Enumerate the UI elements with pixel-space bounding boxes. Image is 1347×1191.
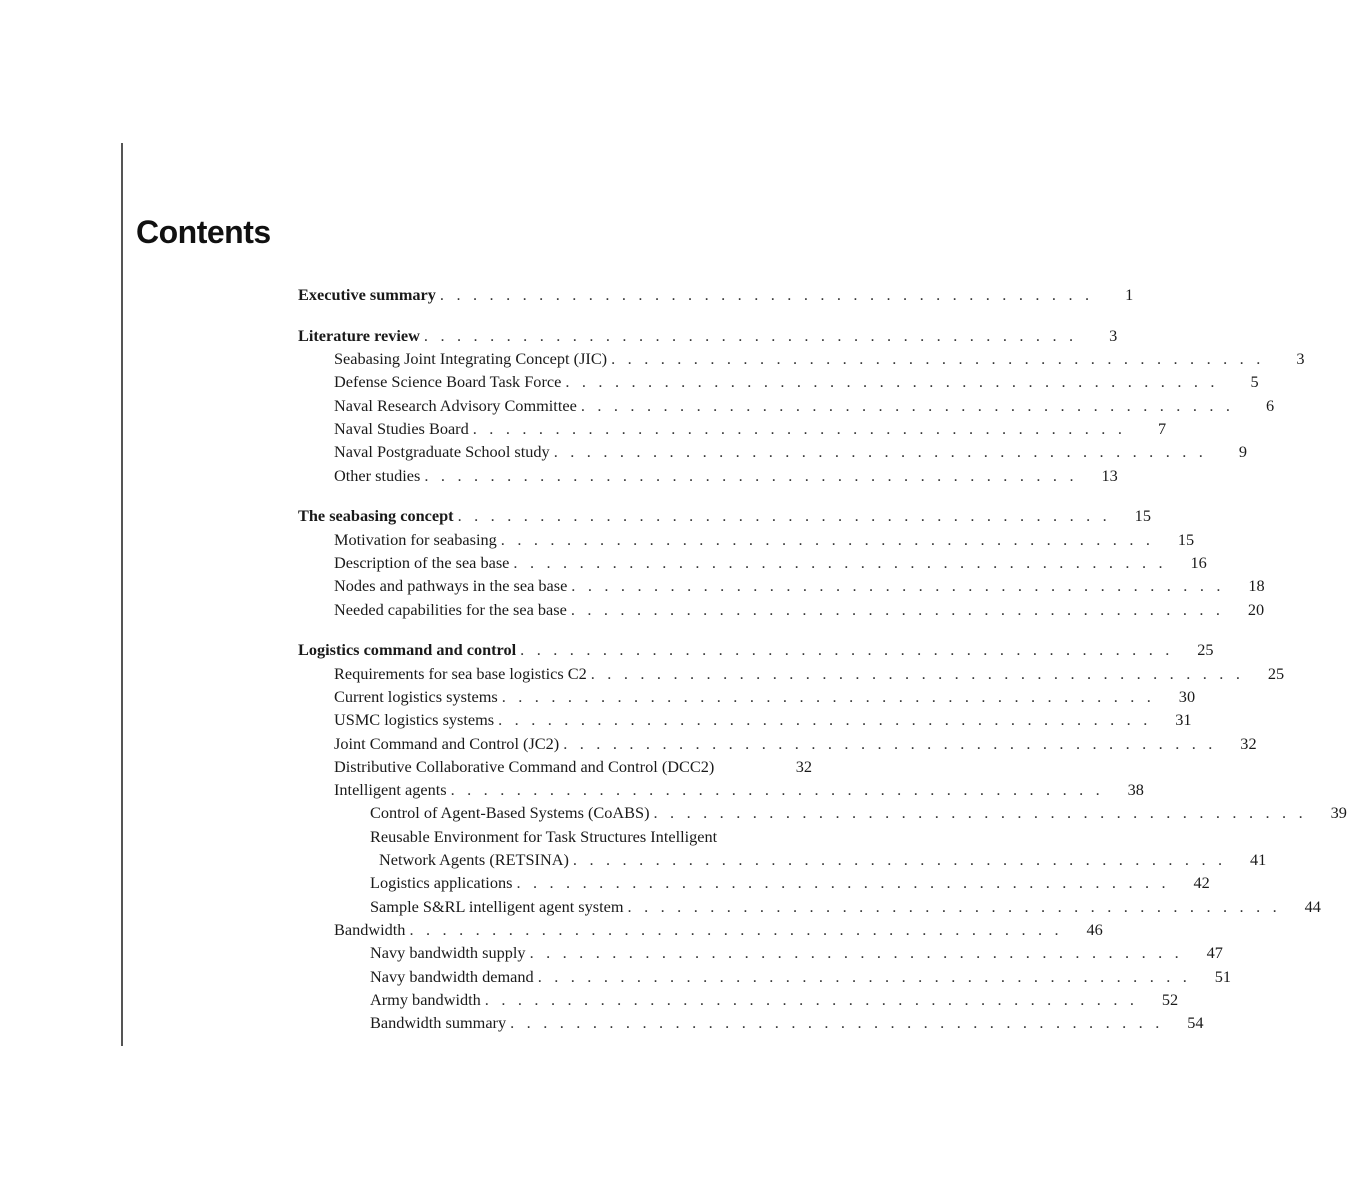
toc-entry[interactable] xyxy=(298,848,1267,871)
toc-entry-title: Army bandwidth xyxy=(370,989,481,1009)
toc-entry-title: Description of the sea base xyxy=(334,552,510,572)
leader-dots: . . . . . . . . . . . . . . . . . . . . . . . . . . . . . . . . . . . . . . . . xyxy=(537,966,1192,986)
toc-page-number: 54 xyxy=(1187,1013,1204,1033)
toc-entry[interactable] xyxy=(298,638,1214,661)
toc-page-number: 30 xyxy=(1178,686,1196,706)
toc-entry[interactable] xyxy=(298,528,1195,551)
toc-page-number: 3 xyxy=(1109,325,1118,345)
leader-dots: . . . . . . . . . . . . . . . . . . . . . . . . . . . . . . . . . . . . . . . . xyxy=(572,850,1227,870)
toc-entry[interactable] xyxy=(298,732,1257,755)
toc-entry[interactable] xyxy=(298,394,1275,417)
leader-dots: . . . . . . . . . . . . . . . . . . . . . . . . . . . . . . . . . . . . . . . . xyxy=(450,780,1104,800)
toc-entry[interactable] xyxy=(298,662,1285,685)
toc-entry-title: Logistics command and control xyxy=(298,640,517,660)
leader-dots: . . . . . . . . . . . . . . . . . . . . . . . . . . . . . . . . . . . . . . . . xyxy=(484,989,1139,1009)
toc-entry-title-line[interactable]: Reusable Environment for Task Structures Intelligent xyxy=(370,826,718,846)
toc-entry-title: Sample S&RL intelligent agent system xyxy=(370,896,624,916)
toc-page-number: 31 xyxy=(1175,710,1192,730)
toc-page-number: 32 xyxy=(1240,733,1257,753)
toc-entry-title: Needed capabilities for the sea base xyxy=(334,599,567,619)
leader-dots: . . . . . . . . . . . . . . . . . . . . . . . . . . . . . . . . . . . . . . . . xyxy=(563,733,1217,753)
toc-entry[interactable] xyxy=(298,755,812,778)
toc-page-number: 25 xyxy=(1267,663,1285,683)
table-of-contents xyxy=(298,283,1347,1034)
leader-dots: . . . . . . . . . . . . . . . . . . . . . . . . . . . . . . . . . . . . . . . . xyxy=(520,640,1174,660)
leader-dots: . . . . . . . . . . . . . . . . . . . . . . . . . . . . . . . . . . . . . . . . xyxy=(529,943,1183,963)
toc-entry[interactable] xyxy=(298,941,1223,964)
toc-page-number: 38 xyxy=(1127,780,1144,800)
toc-entry-title: Requirements for sea base logistics C2 xyxy=(334,663,587,683)
leader-dots: . . . . . . . . . . . . . . . . . . . . . . . . . . . . . . . . . . . . . . . . xyxy=(501,686,1156,706)
toc-entry-title: Literature review xyxy=(298,325,420,345)
toc-entry-title: The seabasing concept xyxy=(298,506,454,526)
toc-entry-title: Joint Command and Control (JC2) xyxy=(334,733,560,753)
toc-entry-title: Bandwidth xyxy=(334,919,406,939)
toc-entry[interactable] xyxy=(298,370,1259,393)
toc-entry[interactable] xyxy=(298,778,1144,801)
toc-page-number: 51 xyxy=(1214,966,1232,986)
toc-page-number: 20 xyxy=(1247,599,1265,619)
toc-entry-title: Logistics applications xyxy=(370,873,513,893)
toc-page-number: 52 xyxy=(1161,989,1179,1009)
toc-entry-title: Control of Agent-Based Systems (CoABS) xyxy=(370,803,650,823)
leader-dots: . . . . . . . . . . . . . . . . . . . . . . . . . . . . . . . . . . . . . . . . xyxy=(627,896,1281,916)
toc-page-number: 18 xyxy=(1248,576,1265,596)
leader-dots: . . . . . . . . . . . . . . . . . . . . . . . . . . . . . . . . . . . . . . . . xyxy=(423,325,1078,345)
toc-entry-title: Naval Research Advisory Committee xyxy=(334,395,577,415)
toc-page-number: 39 xyxy=(1330,803,1347,823)
leader-dots: . . . . . . . . . . . . . . . . . . . . . . . . . . . . . . . . . . . . . . . . xyxy=(424,465,1078,485)
toc-entry-title: Motivation for seabasing xyxy=(334,529,497,549)
toc-entry[interactable] xyxy=(298,1011,1204,1034)
toc-entry[interactable] xyxy=(298,574,1265,597)
toc-page-number: 41 xyxy=(1250,850,1267,870)
leader-dots: . . . . . . . . . . . . . . . . . . . . . . . . . . . . . . . . . . . . . . . . xyxy=(653,803,1307,823)
toc-entry[interactable] xyxy=(298,551,1207,574)
toc-entry[interactable] xyxy=(298,598,1265,621)
toc-entry[interactable] xyxy=(298,988,1179,1011)
toc-entry[interactable] xyxy=(298,324,1118,347)
leader-dots: . . . . . . . . . . . . . . . . . . . . . . . . . . . . . . . . . . . . . . . . xyxy=(580,395,1235,415)
toc-entry[interactable] xyxy=(298,504,1151,527)
leader-dots: . . . . . . . . . . . . . . . . . . . . . . . . . . . . . . . . . . . . . . . . xyxy=(510,1013,1164,1033)
toc-entry[interactable] xyxy=(298,440,1248,463)
toc-entry[interactable] xyxy=(298,685,1196,708)
toc-page-number: 25 xyxy=(1197,640,1214,660)
toc-entry-title: Executive summary xyxy=(298,285,436,304)
toc-entry[interactable] xyxy=(298,464,1118,487)
leader-dots: . . . . . . . . . . . . . . . . . . . . . . . . . . . . . . . . . . . . . . . . xyxy=(500,529,1155,549)
leader-dots: . . . . . . . . . . . . . . . . . . . . . . . . . . . . . . . . . . . . . . . . xyxy=(570,599,1225,619)
toc-entry-title: Navy bandwidth demand xyxy=(370,966,534,986)
leader-dots: . . . . . . . . . . . . . . . . . . . . . . . . . . . . . . . . . . . . . . . . xyxy=(516,873,1170,893)
toc-entry-title: Nodes and pathways in the sea base xyxy=(334,576,568,596)
toc-entry[interactable] xyxy=(298,895,1321,918)
toc-page-number: 42 xyxy=(1193,873,1210,893)
leader-dots: . . . . . . . . . . . . . . . . . . . . . . . . . . . . . . . . . . . . . . . . xyxy=(439,285,1094,304)
leader-dots: . . . . . . . . . . . . . . . . . . . . . . . . . . . . . . . . . . . . . . . . xyxy=(553,442,1208,462)
toc-page-number: 1 xyxy=(1125,285,1134,304)
toc-entry[interactable] xyxy=(298,283,1134,306)
toc-page-number: 32 xyxy=(795,756,812,776)
toc-entry-title-continued: Network Agents (RETSINA) xyxy=(379,850,569,870)
leader-dots: . . . . . . . . . . . . . . . . . . . . . . . . . . . . . . . . . . . . . . . . xyxy=(498,710,1152,730)
toc-entry-title: Seabasing Joint Integrating Concept (JIC) xyxy=(334,349,608,369)
toc-page-number: 3 xyxy=(1296,349,1305,369)
toc-entry[interactable] xyxy=(298,801,1347,824)
toc-entry-title: Navy bandwidth supply xyxy=(370,943,526,963)
toc-entry[interactable] xyxy=(298,708,1192,731)
toc-page-number: 46 xyxy=(1086,919,1103,939)
leader-dots: . . . . . . . . . . . . . . . . . . . . . . . . . . . . . . . . . . . . . . . . xyxy=(513,552,1167,572)
leader-dots: . . . . . . . . . . . . . . . . . . . . . . . . . . . . . . . . . . . . . . . . xyxy=(611,349,1265,369)
leader-dots: . . . . . . . . . . . . . . . . . . . . . . . . . . . . . . . . . . . . . . . . xyxy=(565,372,1219,392)
leader-dots: . . . . . . . . . . . . . . . . . . . . . . . . . . . . . . . . . . . . . . . . xyxy=(472,418,1127,438)
toc-entry[interactable] xyxy=(298,347,1305,370)
toc-page-number: 16 xyxy=(1190,552,1207,572)
toc-entry[interactable] xyxy=(298,871,1210,894)
toc-entry-title: Distributive Collaborative Command and Control (DCC2) xyxy=(334,756,715,776)
toc-entry-title: Current logistics systems xyxy=(334,686,498,706)
leader-dots: . . . . . . . . . . . . . . . . . . . . . . . . . . . . . . . . . . . . . . . . xyxy=(590,663,1245,683)
toc-page-number: 15 xyxy=(1134,506,1151,526)
toc-entry[interactable] xyxy=(298,965,1232,988)
toc-page-number: 9 xyxy=(1238,442,1248,462)
toc-entry-title: Naval Studies Board xyxy=(334,418,469,438)
leader-dots: . . . . . . . . . . . . . . . . . . . . . . . . . . . . . . . . . . . . . . . . xyxy=(571,576,1225,596)
toc-page-number: 47 xyxy=(1206,943,1223,963)
toc-entry-title: Intelligent agents xyxy=(334,780,447,800)
toc-page-number: 13 xyxy=(1101,465,1118,485)
toc-entry-title: Naval Postgraduate School study xyxy=(334,442,550,462)
margin-rule xyxy=(121,143,123,1046)
toc-entry-title: Bandwidth summary xyxy=(370,1013,507,1033)
page-title: Contents xyxy=(136,214,271,250)
toc-entry-title: Defense Science Board Task Force xyxy=(334,372,562,392)
toc-page-number: 7 xyxy=(1157,418,1167,438)
toc-page-number: 6 xyxy=(1266,395,1275,415)
toc-entry[interactable] xyxy=(298,417,1167,440)
toc-page-number: 44 xyxy=(1304,896,1321,916)
toc-entry-title: Other studies xyxy=(334,465,421,485)
toc-page-number: 15 xyxy=(1177,529,1195,549)
toc-page-number: 5 xyxy=(1250,372,1259,392)
leader-dots: . . . . . . . . . . . . . . . . . . . . . . . . . . . . . . . . . . . . . . . . xyxy=(409,919,1063,939)
toc-entry-title: USMC logistics systems xyxy=(334,710,495,730)
leader-dots: . . . . . . . . . . . . . . . . . . . . . . . . . . . . . . . . . . . . . . . . xyxy=(457,506,1111,526)
toc-entry[interactable] xyxy=(298,918,1103,941)
